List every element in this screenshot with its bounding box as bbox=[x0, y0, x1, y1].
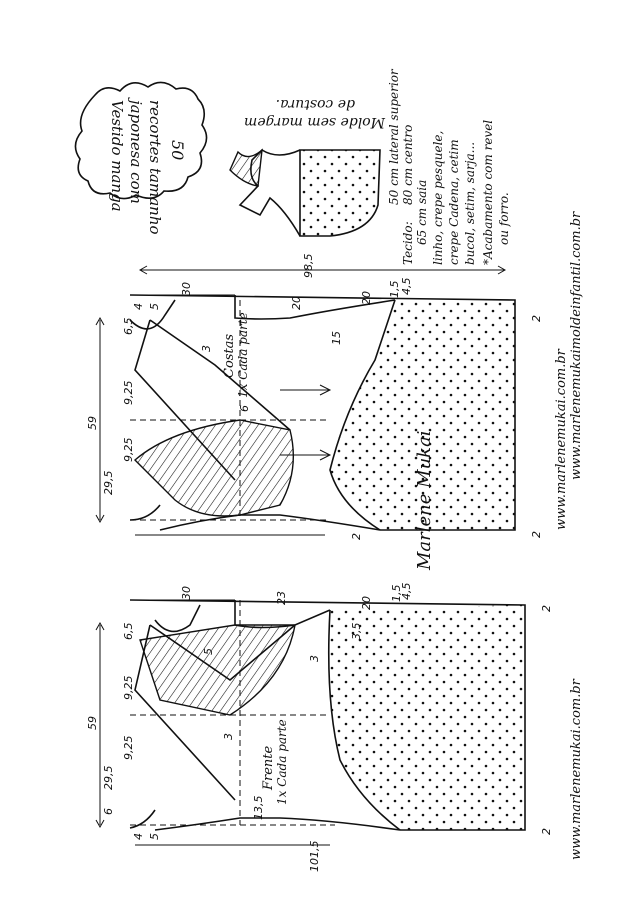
title-line-1: Vestido manga bbox=[108, 100, 126, 212]
back-dim-29-5: 29,5 bbox=[102, 470, 115, 495]
front-dim-9-25a: 9,25 bbox=[122, 675, 135, 700]
margin-note-1: Molde sem margem bbox=[244, 114, 385, 130]
back-dim-59: 59 bbox=[86, 416, 99, 430]
back-dim-2c: 2 bbox=[350, 533, 363, 540]
title-line-3: recortes tamanho bbox=[146, 100, 164, 235]
front-dim-1-5: 1,5 bbox=[390, 584, 403, 602]
url-right: www.marlenemukai.com.br bbox=[554, 349, 569, 530]
front-pattern bbox=[96, 600, 525, 845]
fabric-line-5: crepe Cadena, cetim bbox=[447, 139, 461, 265]
front-dim-9-25b: 9,25 bbox=[122, 735, 135, 760]
back-dim-6-5: 6,5 bbox=[122, 317, 135, 335]
back-dim-20b: 20 bbox=[360, 291, 373, 305]
front-dim-2a: 2 bbox=[540, 605, 553, 612]
back-dim-9-25b: 9,25 bbox=[122, 437, 135, 462]
fabric-line-lateral: 50 cm lateral superior bbox=[387, 69, 401, 205]
margin-note-2: de costura. bbox=[275, 96, 355, 112]
front-sublabel: 1x Cada parte bbox=[275, 719, 289, 805]
back-dim-6: 6 bbox=[238, 405, 251, 412]
front-dim-29-5: 29,5 bbox=[102, 765, 115, 790]
back-sublabel: 1x Cada parte bbox=[236, 312, 250, 398]
front-dim-5: 5 bbox=[148, 833, 161, 840]
back-dim-3: 3 bbox=[200, 345, 213, 352]
back-dim-20: 20 bbox=[290, 296, 303, 310]
front-dim-101-5: 101,5 bbox=[308, 840, 321, 872]
fabric-line-7: *Acabamento com revel bbox=[481, 119, 495, 265]
url-left: www.marlenemukai.com.br bbox=[569, 679, 584, 860]
dress-sketch bbox=[230, 150, 380, 236]
front-dim-4-5: 4,5 bbox=[400, 582, 413, 600]
back-dim-1-5: 1,5 bbox=[388, 280, 401, 298]
fabric-label: Tecido: bbox=[401, 221, 415, 265]
front-dim-20: 20 bbox=[360, 596, 373, 610]
back-label: Costas bbox=[222, 333, 237, 378]
back-dim-2a: 2 bbox=[530, 315, 543, 322]
fabric-line-centro: 80 cm centro bbox=[401, 124, 415, 205]
back-dim-5: 5 bbox=[148, 303, 161, 310]
url-right-infantil: www.marlenemukaimoldeinfantil.com.br bbox=[569, 211, 584, 480]
front-dim-59: 59 bbox=[86, 716, 99, 730]
front-dim-3b: 3 bbox=[222, 733, 235, 740]
front-dim-13-5: 13,5 bbox=[252, 795, 265, 820]
title-line-4: 50 bbox=[168, 140, 187, 161]
back-dim-4-5: 4,5 bbox=[400, 277, 413, 295]
front-dim-4: 4 bbox=[132, 833, 145, 840]
fabric-line-8: ou forro. bbox=[497, 192, 511, 245]
back-dim-2b: 2 bbox=[530, 531, 543, 538]
front-label: Frente bbox=[261, 745, 276, 790]
back-dim-9-25a: 9,25 bbox=[122, 380, 135, 405]
back-dim-98-5: 98,5 bbox=[302, 253, 315, 278]
back-dim-4: 4 bbox=[132, 303, 145, 310]
signature: Marlene Mukai bbox=[414, 430, 435, 570]
front-dim-2b: 2 bbox=[540, 828, 553, 835]
front-dim-5b: 5 bbox=[202, 648, 215, 655]
title-cloud bbox=[75, 82, 206, 234]
front-dim-30: 30 bbox=[180, 586, 193, 600]
title-line-2: japonesa com bbox=[127, 100, 145, 204]
front-dim-6-5: 6,5 bbox=[122, 622, 135, 640]
fabric-line-4: linho, crepe pesquele, bbox=[431, 130, 445, 265]
fabric-line-saia: 65 cm saia bbox=[415, 179, 429, 245]
back-dim-30: 30 bbox=[180, 282, 193, 296]
back-dim-15: 15 bbox=[330, 331, 343, 345]
fabric-line-6: bucol, setim, sarja... bbox=[463, 141, 477, 265]
front-dim-23: 23 bbox=[275, 591, 288, 605]
front-dim-6: 6 bbox=[102, 808, 115, 815]
front-dim-3: 3 bbox=[308, 655, 321, 662]
front-dim-3-5: 3,5 bbox=[350, 622, 363, 640]
